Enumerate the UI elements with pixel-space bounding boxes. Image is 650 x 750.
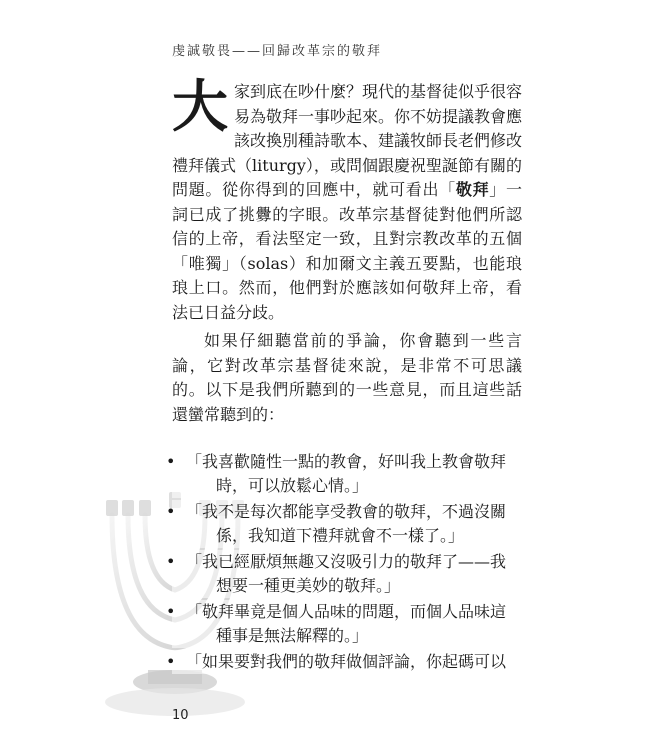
second-paragraph: 如果仔細聽當前的爭論，你會聽到一些言論，它對改革宗基督徒來說，是非常不可思議的。以下是我們所聽到的一些意見，而且這些話還蠻常聽到的：: [172, 331, 522, 424]
quote-line: 「我喜歡隨性一點的教會，好叫我上教會敬拜: [186, 452, 507, 471]
quote-line-continued: 想要一種更美妙的敬拜。」: [216, 576, 401, 595]
quote-item: [166, 500, 522, 548]
quote-line-continued: 係，我知道下禮拜就會不一樣了。」: [216, 526, 465, 545]
bullet-icon: •: [166, 552, 176, 571]
quote-item: [166, 450, 522, 498]
page-number: 10: [172, 708, 189, 723]
quote-line: 「我不是每次都能享受教會的敬拜，不過沒關: [186, 502, 507, 521]
bullet-icon: •: [166, 502, 176, 521]
emphasized-word: 敬拜: [455, 180, 490, 199]
running-head: 虔誠敬畏——回歸改革宗的敬拜: [172, 44, 383, 59]
quote-line: 「我已經厭煩無趣又沒吸引力的敬拜了——我: [186, 552, 507, 571]
intro-paragraph: [172, 74, 523, 325]
body-text: [172, 74, 523, 427]
intro-text-part2: 」一詞已成了挑釁的字眼。改革宗基督徒對他們所認信的上帝，看法堅定一致，且對宗教改革的五個「唯獨」（solas）和加爾文主義五要點，也能琅琅上口。然而，他們對於應該如何敬拜上帝，看法已日益分歧。: [172, 180, 522, 322]
bullet-icon: •: [166, 452, 176, 471]
quote-line: 「如果要對我們的敬拜做個評論，你起碼可以: [186, 652, 507, 671]
quote-item: [166, 600, 522, 648]
bullet-icon: •: [166, 602, 176, 621]
quote-line: 「敬拜畢竟是個人品味的問題，而個人品味這: [186, 602, 507, 621]
quote-item: [166, 550, 522, 598]
intro-text-part1: 家到底在吵什麼？現代的基督徒似乎很容易為敬拜一事吵起來。你不妨提議教會應該改換別種詩歌本、建議牧師長老們修改禮拜儀式（liturgy），或問個跟慶祝聖誕節有關的問題。從你得到的回應中，就可看出「: [172, 82, 523, 199]
quote-item: [166, 650, 522, 674]
quote-line-continued: 種事是無法解釋的。」: [216, 626, 369, 645]
quote-line-continued: 時，可以放鬆心情。」: [216, 476, 369, 495]
drop-cap: 大: [172, 74, 228, 140]
quote-list: [166, 450, 522, 676]
bullet-icon: •: [166, 652, 176, 671]
